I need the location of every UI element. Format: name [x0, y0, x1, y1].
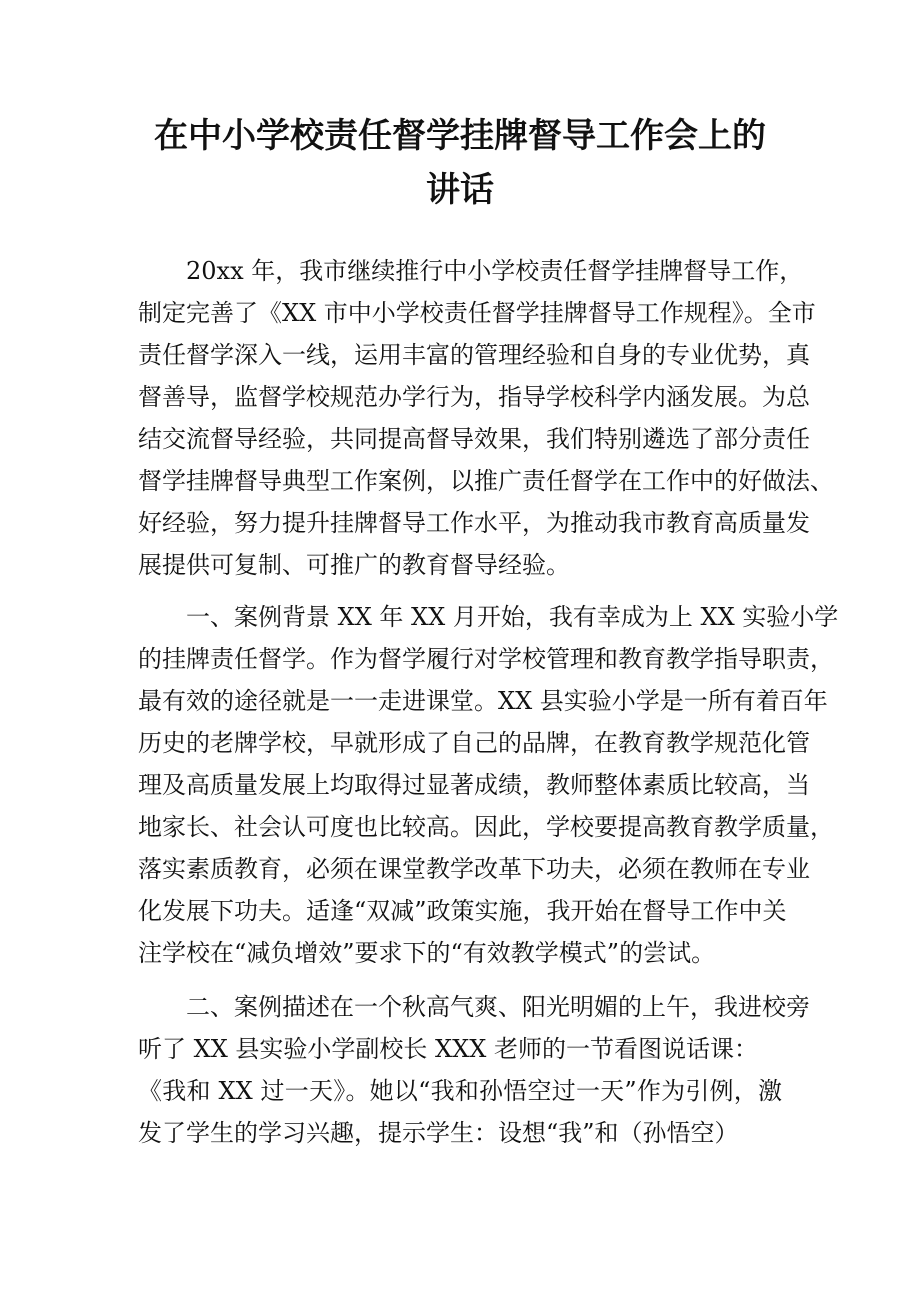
- body-line: 听了 XX 县实验小学副校长 XXX 老师的一节看图说话课：: [138, 1035, 758, 1063]
- document-title-line-2: 讲话: [426, 170, 494, 210]
- body-line: 一、案例背景 XX 年 XX 月开始，我有幸成为上 XX 实验小学: [186, 603, 839, 631]
- body-line: 制定完善了《XX 市中小学校责任督学挂牌督导工作规程》。全市: [138, 299, 816, 327]
- body-line: 最有效的途径就是一一走进课堂。XX 县实验小学是一所有着百年: [138, 687, 828, 715]
- body-line: 理及高质量发展上均取得过显著成绩，教师整体素质比较高，当: [138, 771, 810, 799]
- document-title-line-1: 在中小学校责任督学挂牌督导工作会上的: [154, 116, 766, 156]
- body-line: 地家长、社会认可度也比较高。因此，学校要提高教育教学质量，: [138, 813, 834, 841]
- body-line: 责任督学深入一线，运用丰富的管理经验和自身的专业优势，真: [138, 341, 810, 369]
- body-line: 好经验，努力提升挂牌督导工作水平，为推动我市教育高质量发: [138, 509, 810, 537]
- body-line: 《我和 XX 过一天》。她以“我和孙悟空过一天”作为引例，激: [138, 1077, 782, 1105]
- body-line: 落实素质教育，必须在课堂教学改革下功夫，必须在教师在专业: [138, 855, 810, 883]
- body-line: 历史的老牌学校，早就形成了自己的品牌，在教育教学规范化管: [138, 729, 810, 757]
- body-line: 结交流督导经验，共同提高督导效果，我们特别遴选了部分责任: [138, 425, 810, 453]
- body-line: 二、案例描述在一个秋高气爽、阳光明媚的上午，我进校旁: [186, 993, 810, 1021]
- body-line: 督善导，监督学校规范办学行为，指导学校科学内涵发展。为总: [138, 383, 810, 411]
- body-line: 的挂牌责任督学。作为督学履行对学校管理和教育教学指导职责，: [138, 645, 834, 673]
- body-line: 督学挂牌督导典型工作案例，以推广责任督学在工作中的好做法、: [138, 467, 834, 495]
- body-line: 发了学生的学习兴趣，提示学生：设想“我”和（孙悟空）: [138, 1119, 739, 1147]
- body-line: 20xx 年，我市继续推行中小学校责任督学挂牌督导工作，: [186, 257, 804, 285]
- body-line: 展提供可复制、可推广的教育督导经验。: [138, 551, 570, 579]
- body-line: 化发展下功夫。适逢“双减”政策实施，我开始在督导工作中关: [138, 897, 787, 925]
- body-line: 注学校在“减负增效”要求下的“有效教学模式”的尝试。: [138, 939, 716, 967]
